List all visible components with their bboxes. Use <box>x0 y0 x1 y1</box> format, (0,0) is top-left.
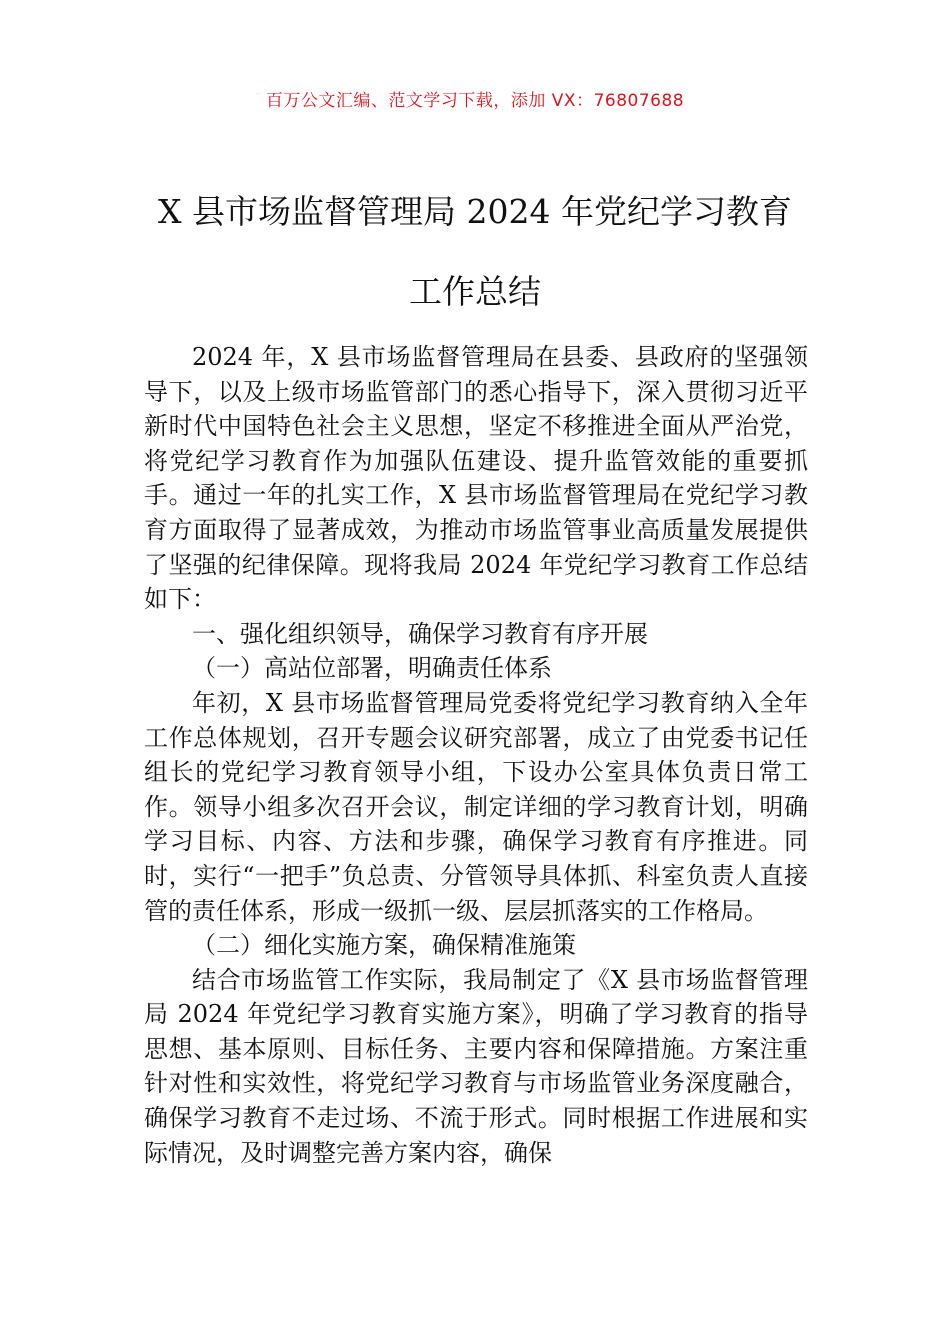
document-body <box>144 340 808 1170</box>
subsection-heading-1: （一）高站位部署，明确责任体系 <box>192 654 552 683</box>
body-paragraph: 结合市场监管工作实际，我局制定了《X 县市场监督管理局 2024 年党纪学习教育实施方案》，明确了学习教育的指导思想、基本原则、目标任务、主要内容和保障措施。方案注重针对性和实效性，将党纪学习教育与市场监管业务深度融合，确保学习教育不走过场、不流于形式。同时根据工作进展和实际情况，及时调整完善方案内容，确保 <box>144 965 808 1167</box>
body-paragraph: 年初，X 县市场监督管理局党委将党纪学习教育纳入全年工作总体规划，召开专题会议研究部署，成立了由党委书记任组长的党纪学习教育领导小组，下设办公室具体负责日常工作。领导小组多次召开会议，制定详细的学习教育计划，明确学习目标、内容、方法和步骤，确保学习教育有序推进。同时，实行“一把手”负总责、分管领导具体抓、科室负责人直接管的责任体系，形成一级抓一级、层层抓落实的工作格局。 <box>144 688 808 925</box>
section-heading-1: 一、强化组织领导，确保学习教育有序开展 <box>192 619 648 648</box>
page-title <box>100 172 850 332</box>
header-note: 百万公文汇编、范文学习下载，添加 VX：76807688 <box>265 91 685 111</box>
title-line-1: X 县市场监督管理局 2024 年党纪学习教育 <box>158 192 792 232</box>
intro-paragraph: 2024 年，X 县市场监督管理局在县委、县政府的坚强领导下，以及上级市场监管部门的悉心指导下，深入贯彻习近平新时代中国特色社会主义思想，坚定不移推进全面从严治党，将党纪学习教育作为加强队伍建设、提升监管效能的重要抓手。通过一年的扎实工作，X 县市场监督管理局在党纪学习教育方面取得了显著成效，为推动市场监管事业高质量发展提供了坚强的纪律保障。现将我局 2024 年党纪学习教育工作总结如下： <box>144 343 808 614</box>
title-line-2: 工作总结 <box>409 272 541 312</box>
subsection-heading-2: （二）细化实施方案，确保精准施策 <box>192 931 576 960</box>
